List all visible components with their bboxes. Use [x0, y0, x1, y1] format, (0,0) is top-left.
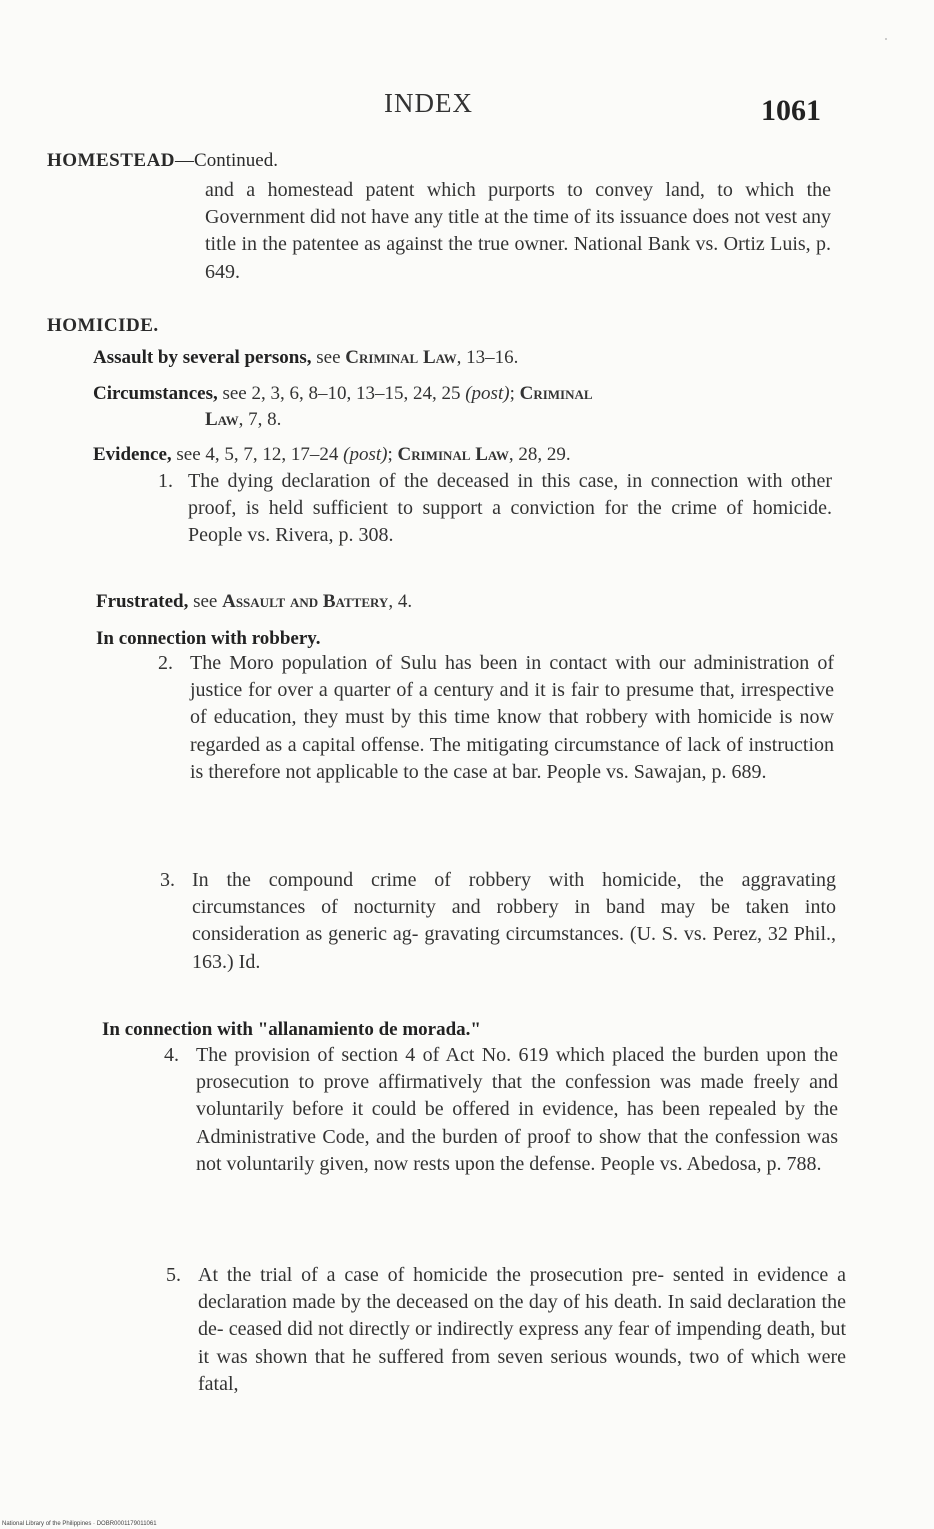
paragraph-line: of impending death, but it was shown that he suffered [198, 1318, 846, 1368]
separator: ; [509, 383, 515, 404]
reference-numbers: 28, 29. [518, 444, 571, 465]
post-label: (post) [343, 444, 388, 465]
continued-label: —Continued. [175, 150, 278, 171]
paragraph-3 [160, 867, 837, 976]
entry-assault: Assault by several persons, see Criminal Law, 13–16. [93, 347, 519, 368]
paragraph-line: 163.) Id. [192, 950, 261, 973]
paragraph-line: At the trial of a case of homicide the prosecution pre- [198, 1264, 665, 1286]
homestead-line: patentee as against the true owner. National Bank vs. [292, 233, 719, 256]
homestead-line: to which the Government did not have any title at the [205, 179, 832, 229]
post-label: (post) [465, 383, 510, 404]
homestead-line: time of its issuance does not vest any title in the [205, 206, 831, 256]
paragraph-number: 3. [160, 869, 175, 891]
paragraph-line: on the day of his death. In said declaration the de- [198, 1291, 846, 1341]
cross-reference: Law [205, 409, 239, 430]
homestead-heading-label: HOMESTEAD [47, 150, 176, 171]
running-head [0, 88, 934, 128]
see-text: see [316, 347, 341, 368]
reference-numbers: 13–16. [466, 347, 519, 368]
paragraph-line: now rests upon the defense. People vs. Abedosa, p. [373, 1152, 782, 1175]
cross-reference: Criminal [519, 383, 593, 404]
cross-reference: Assault and Battery [222, 591, 389, 612]
homestead-line: Ortiz Luis, p. 649. [205, 233, 832, 283]
paragraph-line: The mitigating circumstance of lack of instruction is [190, 733, 834, 783]
paragraph-line: Rivera, p. 308. [275, 524, 394, 547]
paragraph-5 [166, 1262, 847, 1398]
page-number: 1061 [761, 94, 821, 127]
paragraph-line: that the confession was made freely and voluntarily [196, 1071, 839, 1121]
paragraph-line: sented in evidence a declaration made by the deceased [198, 1264, 847, 1314]
subheading-label: In connection with "allanamiento de morada." [102, 1019, 481, 1040]
paragraph-line: the burden upon the prosecution to prove affirmatively [196, 1044, 839, 1094]
paragraph-line: The Moro population of Sulu has been in contact with [190, 652, 651, 674]
scan-speck [885, 38, 887, 40]
paragraph-4 [164, 1042, 839, 1178]
paragraph-line: Sawajan, p. 689. [633, 760, 767, 783]
paragraph-line: The provision of section 4 of Act No. 619 which placed [196, 1044, 665, 1066]
paragraph-line: 788. [786, 1152, 822, 1175]
entry-key: Assault by several persons, [93, 347, 312, 368]
paragraph-line: our administration of justice for over a quarter of a [190, 652, 835, 702]
separator: ; [387, 444, 393, 465]
paragraph-line: ceased did not directly or indirectly express any fear [228, 1318, 650, 1341]
cross-reference: Criminal Law [397, 444, 509, 465]
paragraph-line: with homicide is now regarded as a capital offense. [190, 706, 834, 756]
reference-numbers: see 2, 3, 6, 8–10, 13–15, 24, 25 [222, 383, 461, 404]
paragraph-line: The dying declaration of the deceased in this case, in [188, 470, 643, 492]
paragraph-line: before it could be offered in evidence, has been repealed [292, 1098, 777, 1121]
entry-key: Evidence, [93, 444, 172, 465]
paragraph-2 [158, 650, 835, 786]
paragraph-number: 4. [164, 1044, 179, 1066]
entry-key: Circumstances, [93, 383, 218, 404]
homicide-heading: HOMICIDE. [47, 315, 159, 336]
homestead-paragraph [205, 177, 831, 286]
paragraph-line: to show that the confession was not voluntarily given, [196, 1125, 839, 1175]
homestead-heading [47, 150, 278, 172]
homestead-line: and a homestead patent which purports to convey land, [205, 179, 705, 201]
subheading-label: In connection with robbery. [96, 628, 321, 649]
entry-frustrated: Frustrated, see Assault and Battery, 4. [96, 591, 413, 612]
entry-key: Frustrated, [96, 591, 189, 612]
paragraph-line: gravating circumstances. (U. S. vs. Perez, 32 Phil., [424, 923, 837, 946]
reference-numbers: 7, 8. [248, 409, 282, 430]
cross-reference: Criminal Law [345, 347, 457, 368]
paragraph-line: aggravating circumstances of nocturnity and robbery [192, 869, 837, 919]
entry-circumstances-cont: Law, 7, 8. [205, 409, 282, 430]
paragraph-line: from seven serious wounds, two of which were fatal, [198, 1345, 847, 1395]
running-head-title: INDEX [384, 88, 473, 118]
paragraph-number: 1. [158, 470, 173, 492]
paragraph-1 [158, 468, 832, 550]
paragraph-line: connection with other proof, is held sufficient to support [188, 470, 832, 520]
paragraph-line: in band may be taken into consideration as generic ag- [192, 896, 836, 946]
paragraph-line: therefore not applicable to the case at bar. People vs. [208, 760, 629, 783]
paragraph-line: a conviction for the crime of homicide. People vs. [188, 497, 832, 547]
entry-evidence: Evidence, see 4, 5, 7, 12, 17–24 (post); Criminal Law, 28, 29. [93, 444, 571, 465]
paragraph-line: by the Administrative Code, and the burden of proof [196, 1098, 839, 1148]
paragraph-number: 5. [166, 1264, 181, 1286]
paragraph-number: 2. [158, 652, 173, 674]
see-text: see [193, 591, 218, 612]
reference-numbers: 4. [397, 591, 413, 612]
allanamiento-subheading [102, 1017, 481, 1043]
scan-footer: National Library of the Philippines · DOBR0001179011061 [2, 1521, 157, 1527]
paragraph-line: century and it is fair to presume that, irrespective of [190, 679, 835, 729]
entry-circumstances [93, 381, 593, 407]
paragraph-line: education, they must by this time know that robbery [213, 706, 648, 729]
reference-numbers: see 4, 5, 7, 12, 17–24 [176, 444, 339, 465]
paragraph-line: In the compound crime of robbery with homicide, the [192, 869, 724, 891]
robbery-subheading [96, 626, 321, 652]
